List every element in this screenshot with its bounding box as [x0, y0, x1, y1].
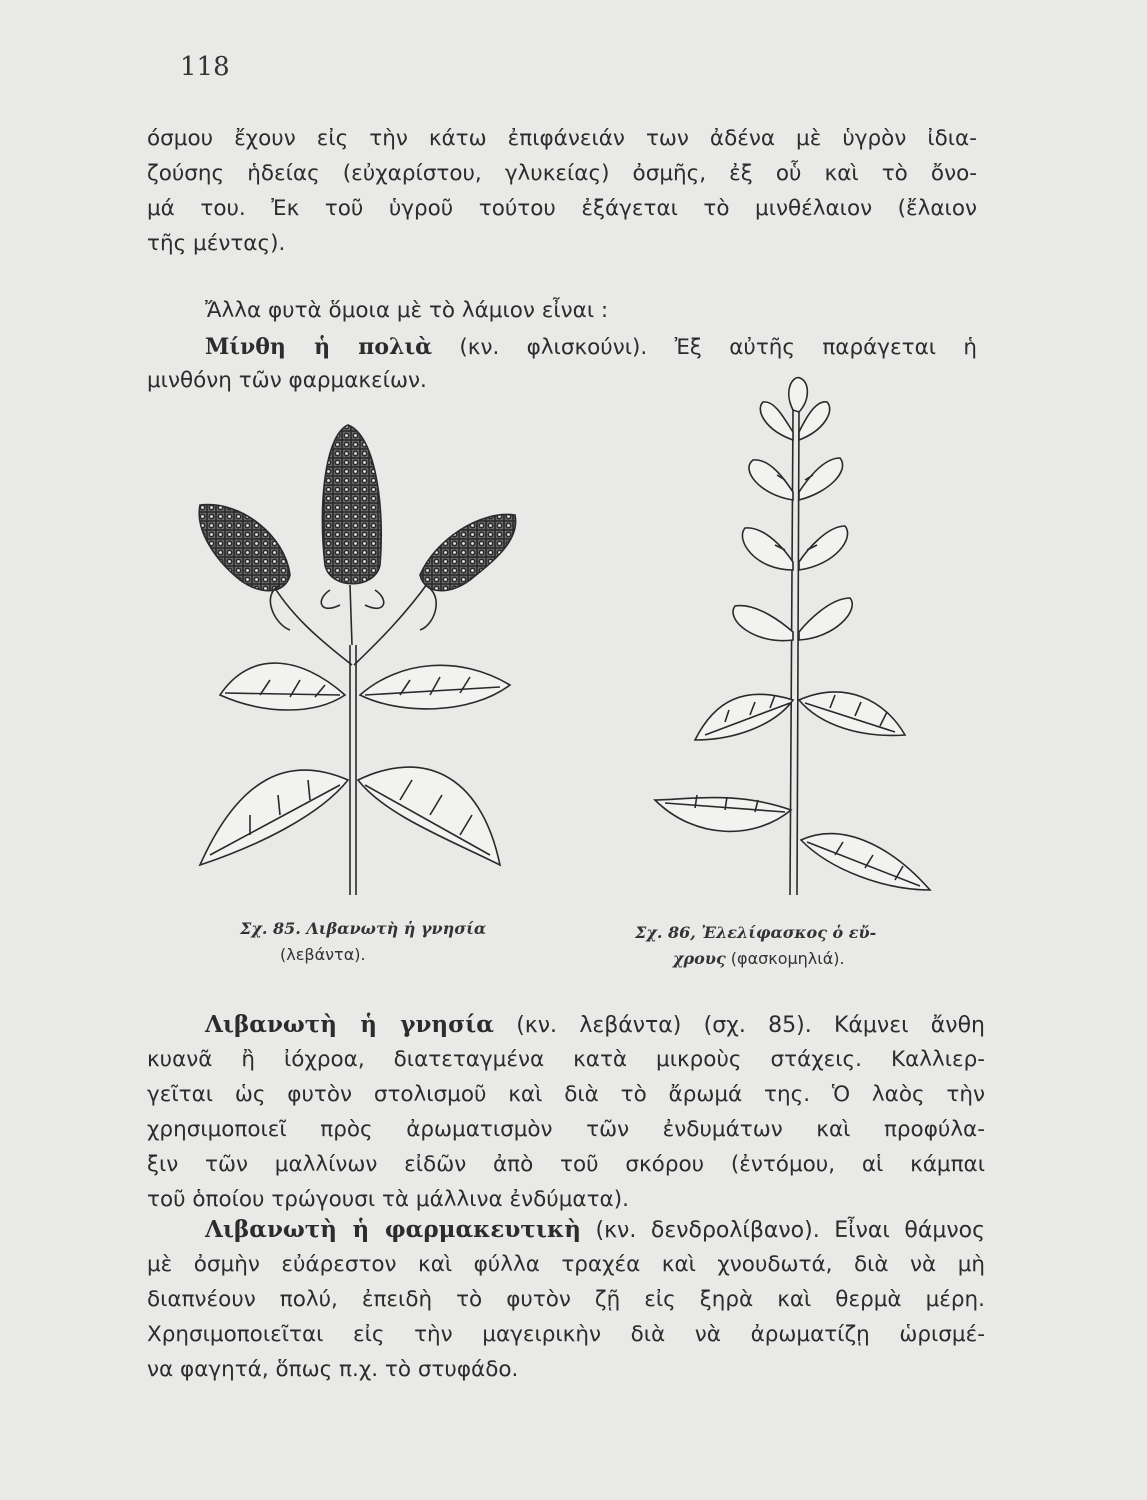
- term-livanoti-gnisia: Λιβανωτὴ ἡ γνησία: [205, 1011, 494, 1038]
- page-number: 118: [180, 52, 230, 82]
- caption-label: Σχ. 85. Λιβανωτὴ ἡ γνησία: [240, 919, 487, 938]
- text-line: τῆς μέντας).: [147, 231, 286, 256]
- caption-sub: (λεβάντα).: [280, 945, 366, 964]
- paragraph-mintha-polia: [205, 332, 977, 363]
- text-line-other-plants: Ἄλλα φυτὰ ὅμοια μὲ τὸ λάμιον εἶναι :: [205, 298, 609, 323]
- text-line: γεῖται ὡς φυτὸν στολισμοῦ καὶ διὰ τὸ ἄρωμά της. Ὁ λαὸς τὴν: [147, 1082, 985, 1107]
- text-line: Χρησιμοποιεῖται εἰς τὴν μαγειρικὴν διὰ νὰ ἀρωματίζῃ ὡρισμέ-: [147, 1322, 985, 1347]
- paragraph-livanoti-farmakeftiki: [205, 1215, 985, 1246]
- caption-label: Σχ. 86, Ἐλελίφασκος ὁ εὔ-: [635, 923, 877, 942]
- term-livanoti-farmakeftiki: Λιβανωτὴ ἡ φαρμακευτικὴ: [205, 1216, 581, 1243]
- figure-lavender-illustration: [180, 395, 540, 905]
- text-span: (κν. δενδρολίβανο). Εἶναι θάμνος: [595, 1218, 986, 1243]
- text-span: (κν. λεβάντα) (σχ. 85). Κάμνει ἄνθη: [516, 1013, 985, 1038]
- text-line: όσμου ἔχουν εἰς τὴν κάτω ἐπιφάνειάν των ἀδένα μὲ ὑγρὸν ἰδια-: [147, 126, 977, 151]
- text-line: χρησιμοποιεῖ πρὸς ἀρωματισμὸν τῶν ἐνδυμάτων καὶ προφύλα-: [147, 1117, 985, 1142]
- text-line: μινθόνη τῶν φαρμακείων.: [147, 368, 427, 393]
- term-mintha-polia: Μίνθη ἡ πολιὰ: [205, 334, 433, 360]
- text-line: μά του. Ἐκ τοῦ ὑγροῦ τούτου ἐξάγεται τὸ μινθέλαιον (ἔλαιον: [147, 196, 977, 221]
- caption-fig-85: [240, 916, 486, 968]
- caption-fig-86: [635, 920, 876, 972]
- caption-label-cont: χρους: [673, 949, 726, 968]
- text-line: μὲ ὀσμὴν εὐάρεστον καὶ φύλλα τραχέα καὶ χνουδωτά, διὰ νὰ μὴ: [147, 1252, 985, 1277]
- text-line: ζούσης ἡδείας (εὐχαρίστου, γλυκείας) ὀσμῆς, ἐξ οὗ καὶ τὸ ὄνο-: [147, 161, 977, 186]
- text-line: ξιν τῶν μαλλίνων εἰδῶν ἀπὸ τοῦ σκόρου (ἐντόμου, αἱ κάμπαι: [147, 1152, 985, 1177]
- paragraph-livanoti-gnisia: [205, 1010, 985, 1041]
- text-line: διαπνέουν πολύ, ἐπειδὴ τὸ φυτὸν ζῇ εἰς ξηρὰ καὶ θερμὰ μέρη.: [147, 1287, 985, 1312]
- figure-sage-illustration: [645, 370, 945, 910]
- text-line: να φαγητά, ὅπως π.χ. τὸ στυφάδο.: [147, 1357, 519, 1382]
- caption-sub: (φασκομηλιά).: [730, 949, 845, 968]
- text-line: τοῦ ὁποίου τρώγουσι τὰ μάλλινα ἐνδύματα).: [147, 1187, 629, 1212]
- text-line: κυανᾶ ἢ ἰόχροα, διατεταγμένα κατὰ μικροὺς στάχεις. Καλλιερ-: [147, 1047, 985, 1072]
- text-span: (κν. φλισκούνι). Ἐξ αὐτῆς παράγεται ἡ: [459, 335, 977, 360]
